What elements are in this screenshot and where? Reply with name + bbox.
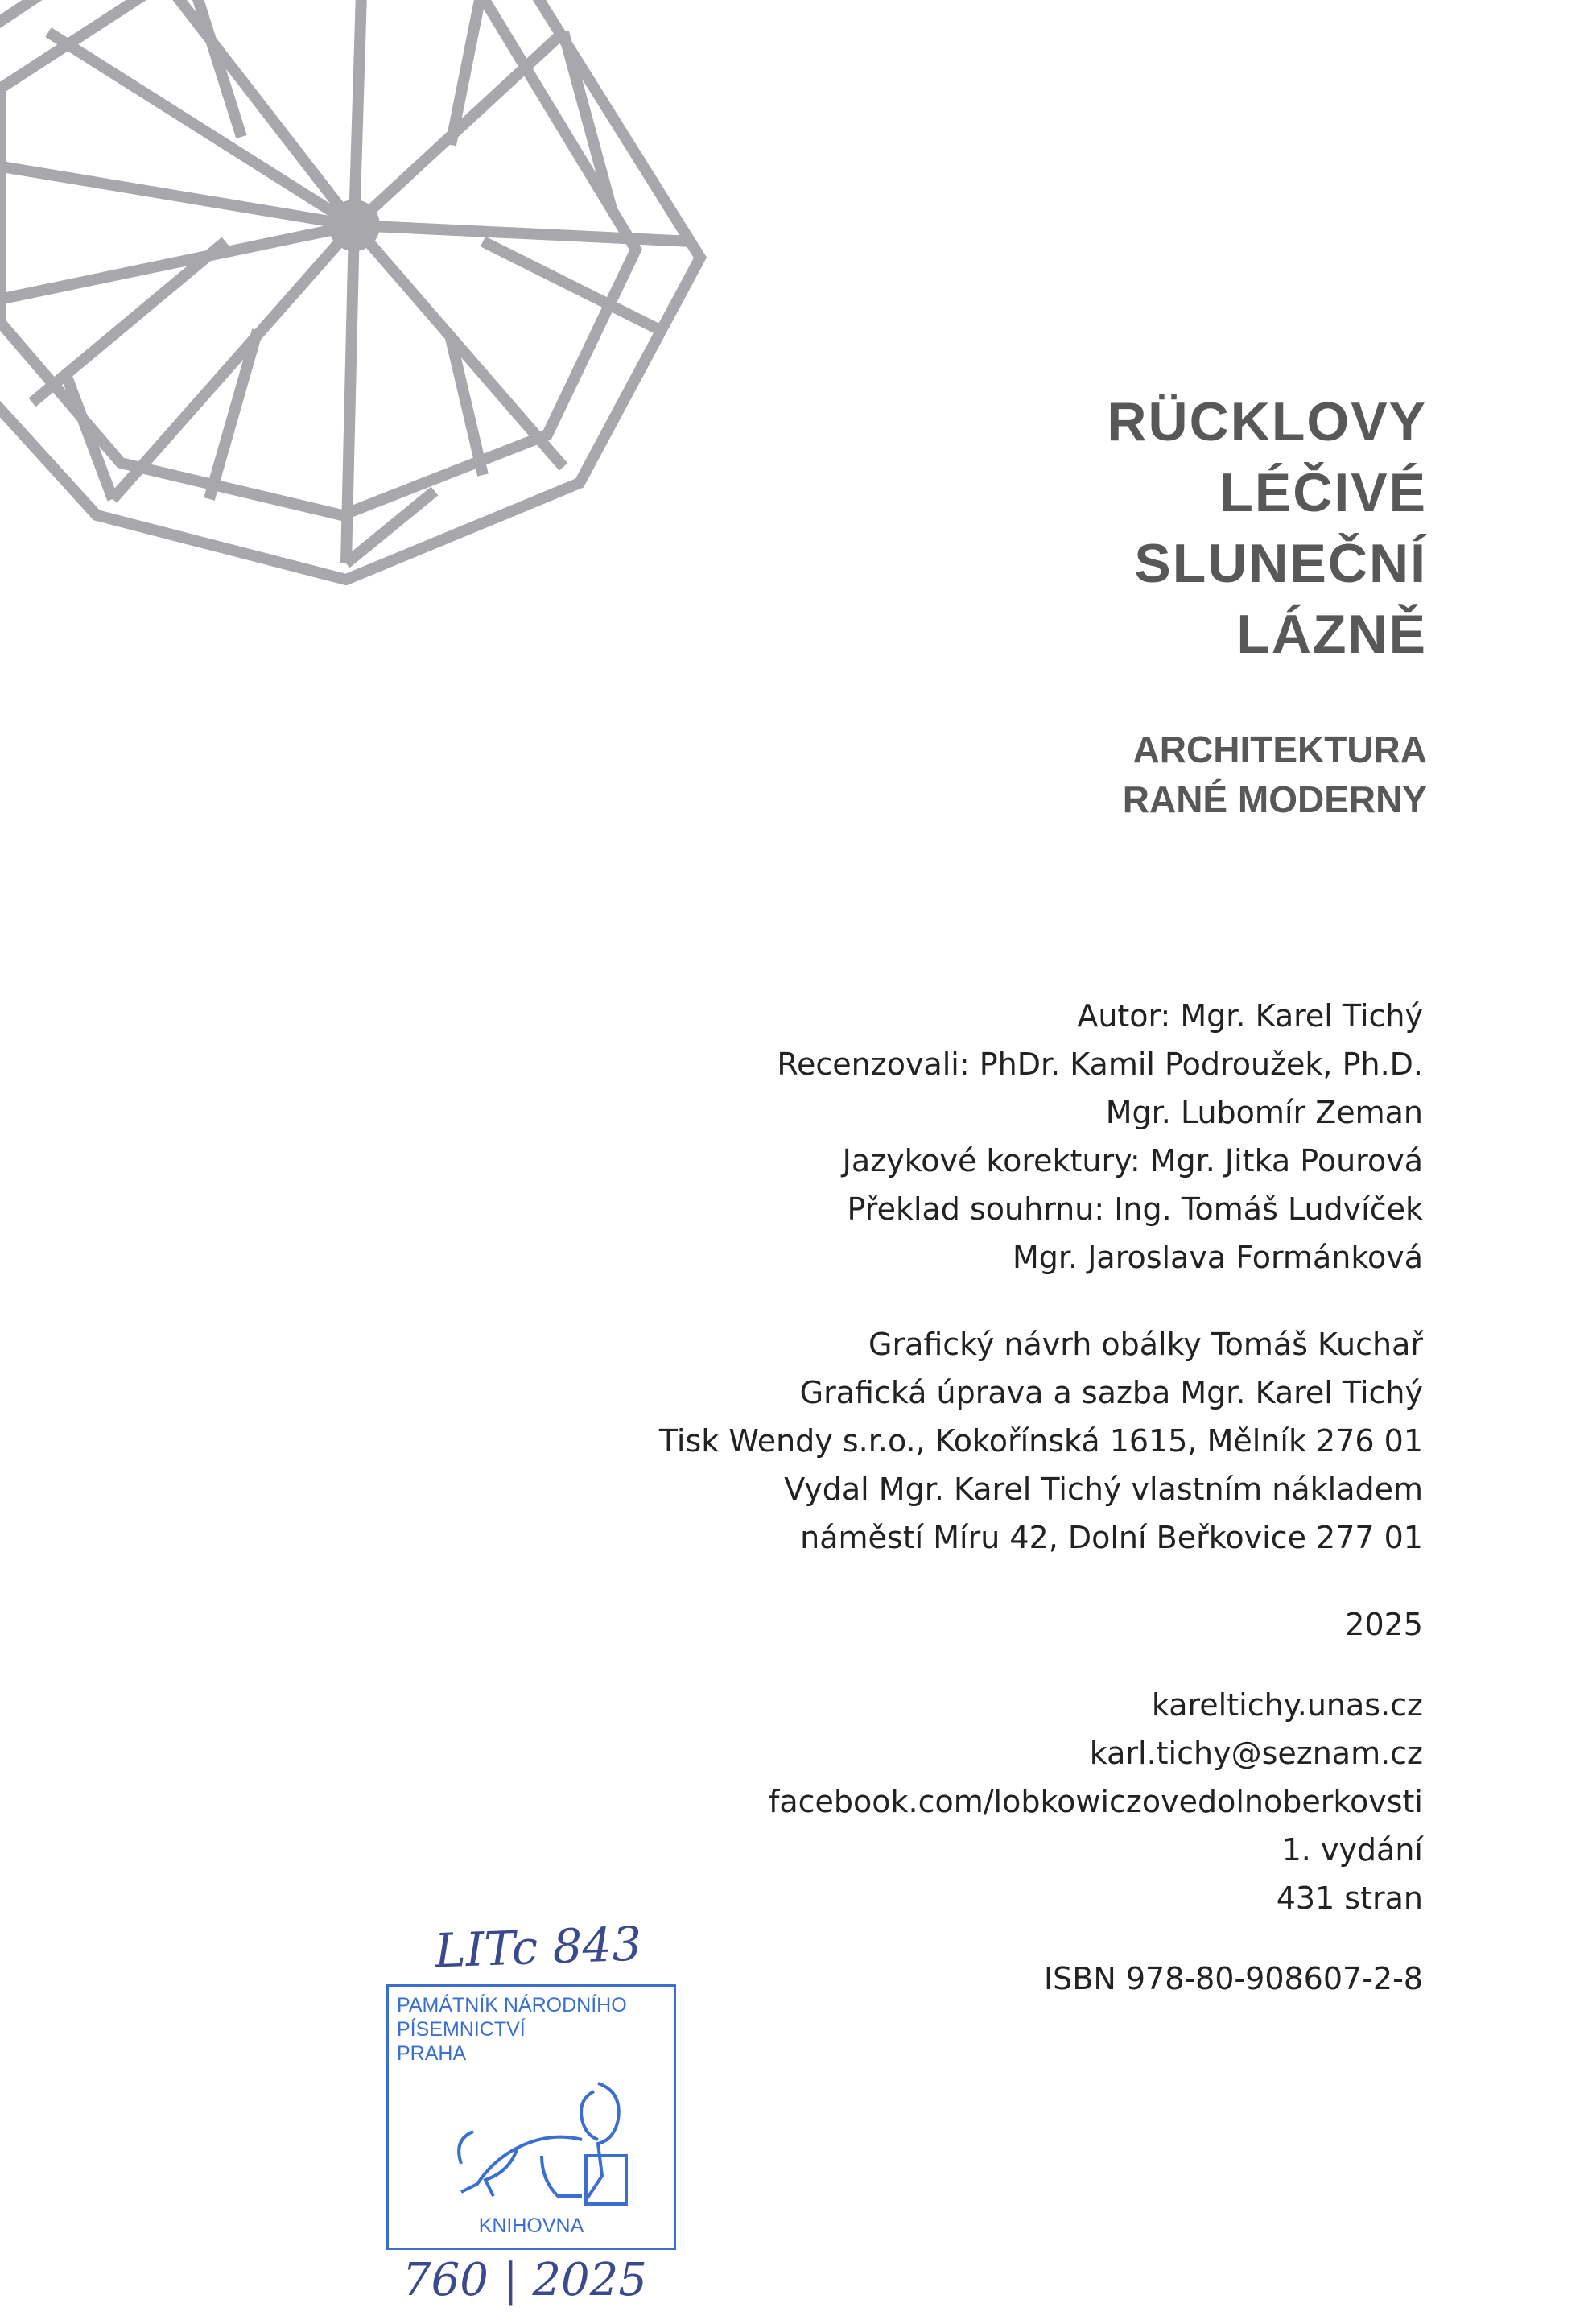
edition-line: 1. vydání xyxy=(1281,1832,1423,1868)
cover-design-line: Grafický návrh obálky Tomáš Kuchař xyxy=(868,1327,1423,1362)
imprint xyxy=(659,992,1423,2003)
stamp-line-1: PAMÁTNÍK NÁRODNÍHO xyxy=(397,1994,627,2016)
stamp-line-3: PRAHA xyxy=(397,2042,467,2065)
title-line-2: LÉČIVÉ xyxy=(1219,462,1427,523)
proofreading-line: Jazykové korektury: Mgr. Jitka Pourová xyxy=(842,1143,1423,1179)
handwritten-accession-number: 760 | 2025 xyxy=(402,2254,647,2306)
lion-icon xyxy=(445,2067,646,2212)
isbn-line: ISBN 978-80-908607-2-8 xyxy=(1043,1961,1423,1996)
print-line: Tisk Wendy s.r.o., Kokořínská 1615, Mělník 276 01 xyxy=(658,1423,1423,1459)
pages-line: 431 stran xyxy=(1276,1880,1423,1916)
subtitle-line-2: RANÉ MODERNY xyxy=(1122,778,1427,820)
title-line-3: SLUNEČNÍ xyxy=(1134,533,1427,594)
web-link[interactable]: kareltichy.unas.cz xyxy=(1151,1687,1423,1723)
translation-line-1: Překlad souhrnu: Ing. Tomáš Ludvíček xyxy=(847,1191,1423,1227)
book-title xyxy=(1107,386,1427,670)
facebook-link[interactable]: facebook.com/lobkowiczovedolnoberkovsti xyxy=(768,1784,1423,1819)
handwritten-shelfmark: LITc 843 xyxy=(433,1916,643,1979)
book-subtitle xyxy=(1123,724,1427,824)
library-stamp xyxy=(386,1984,676,2250)
library-stamp-area xyxy=(378,1916,700,2306)
reviewers-line-1: Recenzovali: PhDr. Kamil Podroužek, Ph.D. xyxy=(777,1046,1423,1082)
stamp-bottom-label: KNIHOVNA xyxy=(478,2215,584,2237)
author-line: Autor: Mgr. Karel Tichý xyxy=(1077,998,1423,1034)
reviewers-line-2: Mgr. Lubomír Zeman xyxy=(1105,1095,1423,1130)
subtitle-line-1: ARCHITEKTURA xyxy=(1132,729,1427,770)
publisher-line: Vydal Mgr. Karel Tichý vlastním nákladem xyxy=(784,1472,1423,1507)
title-line-4: LÁZNĚ xyxy=(1236,604,1427,665)
address-line: náměstí Míru 42, Dolní Beřkovice 277 01 xyxy=(800,1520,1423,1555)
title-line-1: RÜCKLOVY xyxy=(1107,391,1427,452)
octagon-ornament xyxy=(0,0,708,596)
year: 2025 xyxy=(1345,1607,1423,1642)
layout-line: Grafická úprava a sazba Mgr. Karel Tichý xyxy=(799,1375,1423,1410)
stamp-line-2: PÍSEMNICTVÍ xyxy=(397,2018,526,2041)
email-link[interactable]: karl.tichy@seznam.cz xyxy=(1089,1736,1423,1771)
translation-line-2: Mgr. Jaroslava Formánková xyxy=(1013,1240,1423,1275)
